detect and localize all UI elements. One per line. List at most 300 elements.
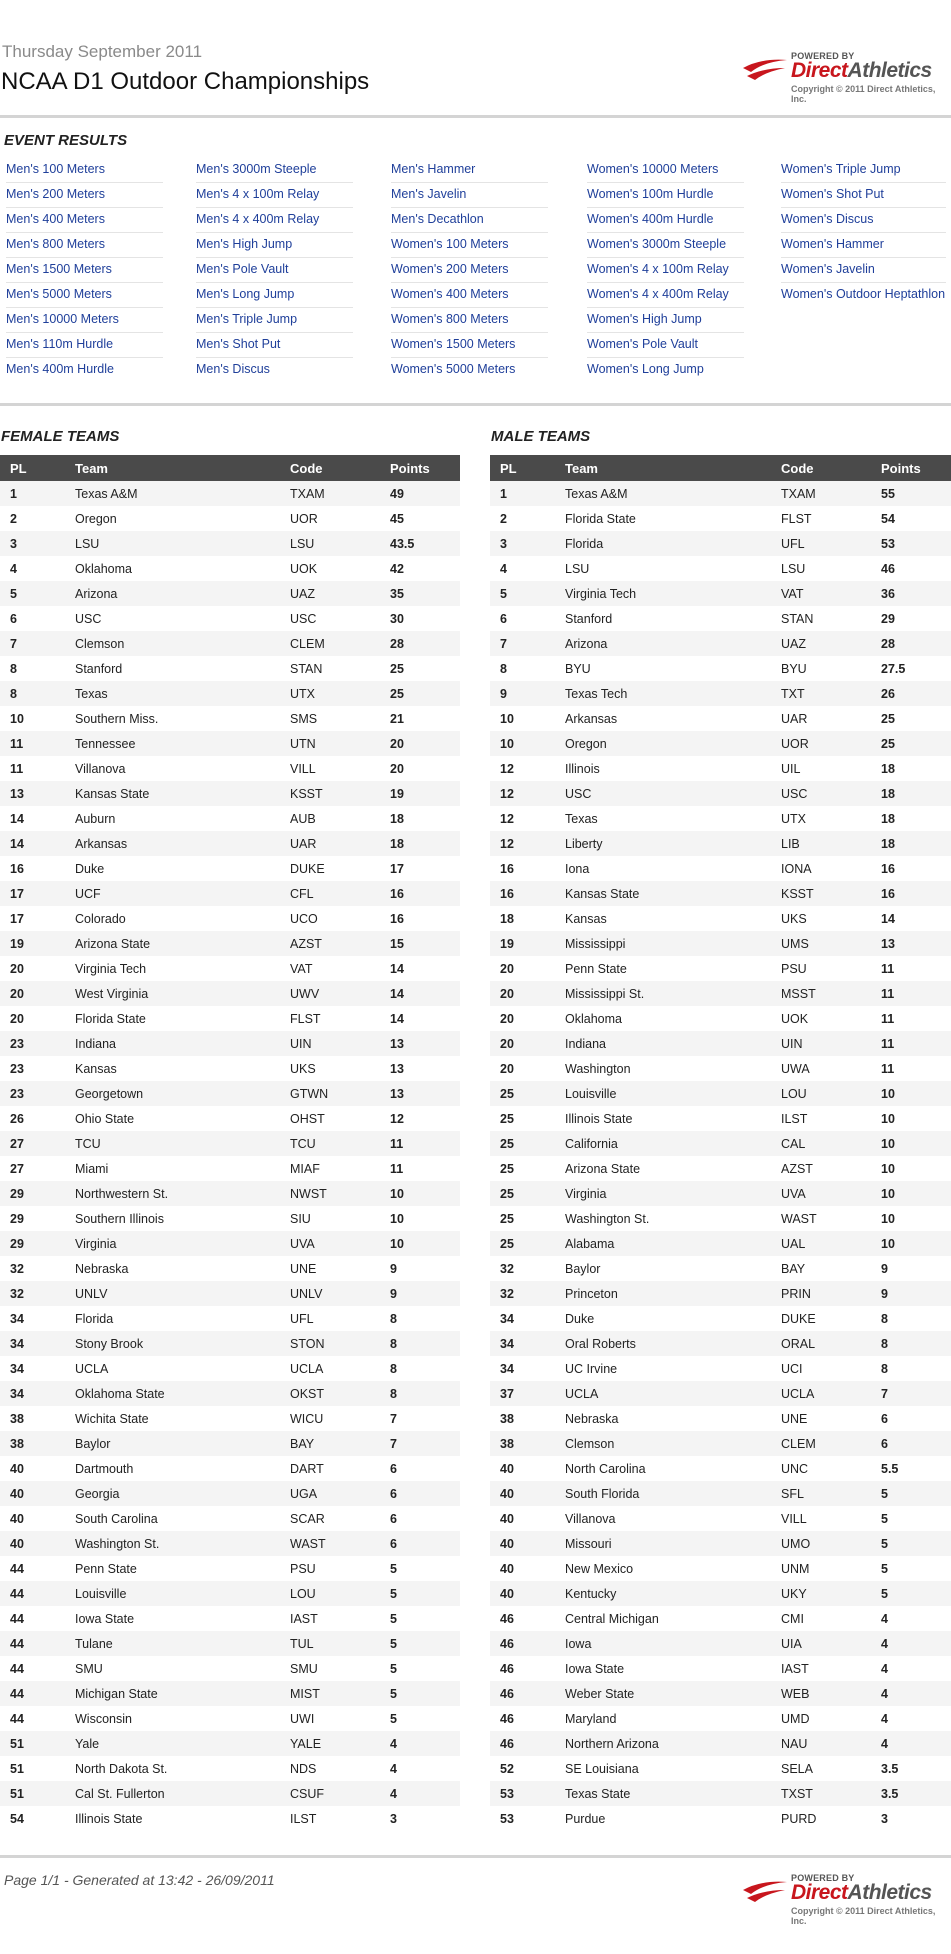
event-link[interactable]: Men's 10000 Meters: [6, 308, 163, 333]
event-link[interactable]: Men's Shot Put: [196, 333, 353, 358]
column-header-points: Points: [380, 455, 460, 481]
team-cell: Florida: [555, 531, 771, 556]
code-cell: PURD: [771, 1806, 871, 1831]
place-cell: 44: [0, 1681, 65, 1706]
event-link[interactable]: Women's 5000 Meters: [391, 362, 516, 376]
section-divider: [0, 403, 951, 406]
place-cell: 17: [0, 881, 65, 906]
table-row: [490, 731, 951, 756]
event-link[interactable]: Men's 110m Hurdle: [6, 333, 163, 358]
place-cell: 46: [490, 1731, 555, 1756]
code-cell: UTN: [280, 731, 380, 756]
place-cell: 20: [0, 956, 65, 981]
column-header-points: Points: [871, 455, 951, 481]
points-cell: 10: [871, 1231, 951, 1256]
table-row: [490, 1181, 951, 1206]
points-cell: 5: [380, 1681, 460, 1706]
points-cell: 4: [871, 1706, 951, 1731]
team-cell: Iowa State: [555, 1656, 771, 1681]
table-header-row: [0, 455, 460, 481]
code-cell: STAN: [280, 656, 380, 681]
place-cell: 34: [490, 1356, 555, 1381]
table-row: [490, 856, 951, 881]
code-cell: SCAR: [280, 1506, 380, 1531]
team-cell: Dartmouth: [65, 1456, 280, 1481]
team-cell: Stanford: [555, 606, 771, 631]
event-link[interactable]: Women's High Jump: [587, 308, 744, 333]
code-cell: VAT: [280, 956, 380, 981]
team-cell: Duke: [555, 1306, 771, 1331]
table-row: [490, 1781, 951, 1806]
place-cell: 34: [0, 1356, 65, 1381]
team-cell: Arizona: [65, 581, 280, 606]
team-cell: LSU: [555, 556, 771, 581]
team-cell: Arizona State: [555, 1156, 771, 1181]
event-results-grid: [0, 158, 951, 388]
points-cell: 13: [380, 1031, 460, 1056]
team-cell: Kansas State: [555, 881, 771, 906]
code-cell: SIU: [280, 1206, 380, 1231]
place-cell: 10: [490, 706, 555, 731]
place-cell: 29: [0, 1181, 65, 1206]
team-cell: Virginia Tech: [65, 956, 280, 981]
code-cell: UCLA: [280, 1356, 380, 1381]
code-cell: UAR: [771, 706, 871, 731]
table-row: [0, 1556, 460, 1581]
code-cell: KSST: [771, 881, 871, 906]
table-row: [0, 1106, 460, 1131]
event-link[interactable]: Women's 800 Meters: [391, 308, 548, 333]
place-cell: 11: [0, 756, 65, 781]
points-cell: 5: [380, 1631, 460, 1656]
team-cell: Baylor: [65, 1431, 280, 1456]
event-link[interactable]: Men's 5000 Meters: [6, 283, 163, 308]
code-cell: MIST: [280, 1681, 380, 1706]
place-cell: 40: [490, 1481, 555, 1506]
points-cell: 5: [871, 1481, 951, 1506]
team-cell: Washington St.: [65, 1531, 280, 1556]
event-link[interactable]: Men's Discus: [196, 362, 270, 376]
points-cell: 10: [380, 1231, 460, 1256]
points-cell: 45: [380, 506, 460, 531]
event-link[interactable]: Women's 100 Meters: [391, 233, 548, 258]
points-cell: 4: [871, 1731, 951, 1756]
table-row: [0, 1081, 460, 1106]
code-cell: BAY: [280, 1431, 380, 1456]
place-cell: 5: [0, 581, 65, 606]
place-cell: 52: [490, 1756, 555, 1781]
table-row: [0, 1806, 460, 1831]
points-cell: 8: [380, 1381, 460, 1406]
table-row: [0, 831, 460, 856]
code-cell: UOR: [771, 731, 871, 756]
place-cell: 3: [0, 531, 65, 556]
event-link[interactable]: Men's Decathlon: [391, 208, 548, 233]
team-cell: USC: [65, 606, 280, 631]
code-cell: CLEM: [771, 1431, 871, 1456]
event-link[interactable]: Men's Hammer: [391, 158, 548, 183]
code-cell: UMD: [771, 1706, 871, 1731]
code-cell: IAST: [280, 1606, 380, 1631]
event-link[interactable]: Men's 100 Meters: [6, 158, 163, 183]
code-cell: VAT: [771, 581, 871, 606]
points-cell: 53: [871, 531, 951, 556]
event-link[interactable]: Women's 400m Hurdle: [587, 208, 744, 233]
code-cell: UNLV: [280, 1281, 380, 1306]
points-cell: 16: [871, 856, 951, 881]
table-row: [490, 506, 951, 531]
table-row: [490, 1681, 951, 1706]
place-cell: 12: [490, 831, 555, 856]
event-link[interactable]: Women's Outdoor Heptathlon: [781, 287, 946, 301]
points-cell: 6: [380, 1531, 460, 1556]
code-cell: UOR: [280, 506, 380, 531]
code-cell: CMI: [771, 1606, 871, 1631]
team-cell: Illinois: [555, 756, 771, 781]
table-row: [0, 1581, 460, 1606]
team-cell: North Carolina: [555, 1456, 771, 1481]
event-column-2: [196, 158, 353, 382]
points-cell: 4: [380, 1756, 460, 1781]
place-cell: 32: [490, 1281, 555, 1306]
event-link[interactable]: Women's 200 Meters: [391, 258, 548, 283]
event-link[interactable]: Women's 4 x 100m Relay: [587, 258, 744, 283]
place-cell: 12: [490, 806, 555, 831]
table-row: [0, 1006, 460, 1031]
event-link[interactable]: Men's 200 Meters: [6, 183, 163, 208]
event-link[interactable]: Women's 10000 Meters: [587, 158, 744, 183]
table-row: [0, 1456, 460, 1481]
points-cell: 11: [871, 956, 951, 981]
code-cell: SFL: [771, 1481, 871, 1506]
place-cell: 23: [0, 1081, 65, 1106]
page-header: [0, 0, 951, 116]
code-cell: ORAL: [771, 1331, 871, 1356]
team-cell: Texas: [555, 806, 771, 831]
team-cell: Arkansas: [555, 706, 771, 731]
points-cell: 27.5: [871, 656, 951, 681]
table-row: [0, 1256, 460, 1281]
team-cell: Penn State: [555, 956, 771, 981]
place-cell: 19: [0, 931, 65, 956]
place-cell: 14: [0, 831, 65, 856]
event-link[interactable]: Women's 3000m Steeple: [587, 233, 744, 258]
place-cell: 27: [0, 1131, 65, 1156]
footer-generated-text: Page 1/1 - Generated at 13:42 - 26/09/2011: [4, 1872, 275, 1888]
points-cell: 9: [871, 1281, 951, 1306]
column-header-pl: PL: [490, 455, 555, 481]
points-cell: 25: [871, 706, 951, 731]
code-cell: WICU: [280, 1406, 380, 1431]
event-link[interactable]: Women's 400 Meters: [391, 283, 548, 308]
code-cell: SMS: [280, 706, 380, 731]
swoosh-icon: [741, 1876, 789, 1910]
event-link[interactable]: Women's Discus: [781, 208, 946, 233]
team-cell: Texas A&M: [65, 481, 280, 506]
table-row: [490, 1056, 951, 1081]
code-cell: LSU: [771, 556, 871, 581]
team-cell: California: [555, 1131, 771, 1156]
place-cell: 38: [0, 1406, 65, 1431]
team-cell: USC: [555, 781, 771, 806]
event-link[interactable]: Men's Long Jump: [196, 283, 353, 308]
team-cell: Nebraska: [65, 1256, 280, 1281]
points-cell: 30: [380, 606, 460, 631]
place-cell: 44: [0, 1656, 65, 1681]
points-cell: 35: [380, 581, 460, 606]
table-row: [0, 1506, 460, 1531]
table-row: [490, 531, 951, 556]
points-cell: 54: [871, 506, 951, 531]
points-cell: 18: [871, 756, 951, 781]
team-cell: Virginia: [555, 1181, 771, 1206]
event-link[interactable]: Men's Pole Vault: [196, 258, 353, 283]
team-cell: UNLV: [65, 1281, 280, 1306]
table-row: [490, 681, 951, 706]
place-cell: 53: [490, 1806, 555, 1831]
points-cell: 10: [871, 1181, 951, 1206]
place-cell: 44: [0, 1706, 65, 1731]
place-cell: 27: [0, 1156, 65, 1181]
table-row: [490, 1531, 951, 1556]
event-link[interactable]: Men's 3000m Steeple: [196, 158, 353, 183]
table-row: [0, 1656, 460, 1681]
points-cell: 3: [871, 1806, 951, 1831]
points-cell: 11: [380, 1131, 460, 1156]
code-cell: UKS: [280, 1056, 380, 1081]
place-cell: 20: [490, 956, 555, 981]
code-cell: STAN: [771, 606, 871, 631]
code-cell: USC: [280, 606, 380, 631]
table-row: [0, 1756, 460, 1781]
female-teams-table: [0, 455, 460, 1831]
place-cell: 40: [490, 1581, 555, 1606]
code-cell: DUKE: [771, 1306, 871, 1331]
code-cell: UNE: [280, 1256, 380, 1281]
team-cell: Florida State: [555, 506, 771, 531]
points-cell: 11: [871, 1006, 951, 1031]
table-row: [0, 931, 460, 956]
points-cell: 14: [380, 981, 460, 1006]
place-cell: 23: [0, 1031, 65, 1056]
team-cell: Oklahoma: [555, 1006, 771, 1031]
event-link[interactable]: Women's Long Jump: [587, 362, 704, 376]
logo-wordmark: DirectAthletics: [791, 1881, 932, 1904]
event-link[interactable]: Men's Javelin: [391, 183, 548, 208]
event-link[interactable]: Women's Hammer: [781, 233, 946, 258]
team-cell: BYU: [555, 656, 771, 681]
table-row: [490, 906, 951, 931]
male-teams-table: [490, 455, 951, 1831]
table-row: [490, 1031, 951, 1056]
points-cell: 4: [380, 1731, 460, 1756]
code-cell: DUKE: [280, 856, 380, 881]
team-cell: Yale: [65, 1731, 280, 1756]
points-cell: 19: [380, 781, 460, 806]
team-cell: Tennessee: [65, 731, 280, 756]
table-row: [490, 781, 951, 806]
column-header-team: Team: [65, 455, 280, 481]
place-cell: 38: [490, 1431, 555, 1456]
event-link[interactable]: Men's 400m Hurdle: [6, 362, 114, 376]
code-cell: YALE: [280, 1731, 380, 1756]
team-cell: Georgia: [65, 1481, 280, 1506]
event-link[interactable]: Men's 4 x 100m Relay: [196, 183, 353, 208]
event-link[interactable]: Women's Javelin: [781, 258, 946, 283]
event-column-3: [391, 158, 548, 382]
table-row: [490, 631, 951, 656]
table-row: [0, 756, 460, 781]
table-row: [490, 1231, 951, 1256]
event-link[interactable]: Women's Pole Vault: [587, 333, 744, 358]
place-cell: 40: [0, 1506, 65, 1531]
event-link[interactable]: Men's 800 Meters: [6, 233, 163, 258]
code-cell: UAR: [280, 831, 380, 856]
code-cell: NWST: [280, 1181, 380, 1206]
event-link[interactable]: Women's Shot Put: [781, 183, 946, 208]
team-cell: Texas: [65, 681, 280, 706]
logo-wordmark: DirectAthletics: [791, 59, 932, 82]
team-cell: Clemson: [65, 631, 280, 656]
code-cell: UAZ: [280, 581, 380, 606]
team-cell: Michigan State: [65, 1681, 280, 1706]
table-row: [0, 1356, 460, 1381]
team-cell: South Florida: [555, 1481, 771, 1506]
points-cell: 13: [380, 1081, 460, 1106]
code-cell: CFL: [280, 881, 380, 906]
code-cell: FLST: [771, 506, 871, 531]
team-cell: Iowa: [555, 1631, 771, 1656]
points-cell: 3.5: [871, 1781, 951, 1806]
table-row: [0, 806, 460, 831]
team-cell: Texas Tech: [555, 681, 771, 706]
event-link[interactable]: Women's 1500 Meters: [391, 333, 548, 358]
code-cell: UTX: [280, 681, 380, 706]
table-row: [490, 1431, 951, 1456]
table-row: [0, 1606, 460, 1631]
team-cell: Colorado: [65, 906, 280, 931]
event-link[interactable]: Men's 1500 Meters: [6, 258, 163, 283]
code-cell: UGA: [280, 1481, 380, 1506]
place-cell: 34: [0, 1306, 65, 1331]
table-row: [490, 1306, 951, 1331]
points-cell: 25: [871, 731, 951, 756]
event-link[interactable]: Women's 4 x 400m Relay: [587, 283, 744, 308]
table-row: [490, 1081, 951, 1106]
event-link[interactable]: Women's Triple Jump: [781, 158, 946, 183]
code-cell: CAL: [771, 1131, 871, 1156]
code-cell: MIAF: [280, 1156, 380, 1181]
points-cell: 18: [871, 806, 951, 831]
code-cell: UOK: [771, 1006, 871, 1031]
event-link[interactable]: Men's Triple Jump: [196, 308, 353, 333]
points-cell: 16: [380, 881, 460, 906]
place-cell: 53: [490, 1781, 555, 1806]
event-link[interactable]: Men's High Jump: [196, 233, 353, 258]
place-cell: 4: [490, 556, 555, 581]
points-cell: 29: [871, 606, 951, 631]
event-link[interactable]: Men's 4 x 400m Relay: [196, 208, 353, 233]
points-cell: 16: [871, 881, 951, 906]
table-row: [0, 731, 460, 756]
code-cell: DART: [280, 1456, 380, 1481]
code-cell: UOK: [280, 556, 380, 581]
team-cell: SE Louisiana: [555, 1756, 771, 1781]
team-cell: Mississippi St.: [555, 981, 771, 1006]
team-cell: Washington St.: [555, 1206, 771, 1231]
code-cell: UWV: [280, 981, 380, 1006]
place-cell: 19: [490, 931, 555, 956]
points-cell: 10: [871, 1131, 951, 1156]
team-cell: Kansas State: [65, 781, 280, 806]
powered-by-label: POWERED BY: [791, 1873, 855, 1883]
code-cell: WAST: [771, 1206, 871, 1231]
table-row: [0, 1681, 460, 1706]
place-cell: 18: [490, 906, 555, 931]
team-cell: Iona: [555, 856, 771, 881]
team-cell: North Dakota St.: [65, 1756, 280, 1781]
team-cell: Northern Arizona: [555, 1731, 771, 1756]
team-cell: Ohio State: [65, 1106, 280, 1131]
team-cell: Florida State: [65, 1006, 280, 1031]
team-cell: Penn State: [65, 1556, 280, 1581]
team-cell: Louisville: [65, 1581, 280, 1606]
team-cell: Arizona: [555, 631, 771, 656]
points-cell: 15: [380, 931, 460, 956]
points-cell: 43.5: [380, 531, 460, 556]
table-row: [0, 556, 460, 581]
team-cell: Auburn: [65, 806, 280, 831]
place-cell: 25: [490, 1081, 555, 1106]
team-cell: Maryland: [555, 1706, 771, 1731]
code-cell: AZST: [280, 931, 380, 956]
points-cell: 5: [380, 1706, 460, 1731]
code-cell: CSUF: [280, 1781, 380, 1806]
event-link[interactable]: Men's 400 Meters: [6, 208, 163, 233]
code-cell: TCU: [280, 1131, 380, 1156]
points-cell: 10: [871, 1081, 951, 1106]
place-cell: 12: [490, 781, 555, 806]
team-cell: Liberty: [555, 831, 771, 856]
place-cell: 5: [490, 581, 555, 606]
table-row: [0, 681, 460, 706]
team-cell: Clemson: [555, 1431, 771, 1456]
place-cell: 26: [0, 1106, 65, 1131]
points-cell: 6: [380, 1481, 460, 1506]
table-row: [490, 1106, 951, 1131]
place-cell: 34: [490, 1331, 555, 1356]
place-cell: 14: [0, 806, 65, 831]
points-cell: 10: [871, 1106, 951, 1131]
points-cell: 26: [871, 681, 951, 706]
table-row: [490, 1006, 951, 1031]
event-link[interactable]: Women's 100m Hurdle: [587, 183, 744, 208]
points-cell: 12: [380, 1106, 460, 1131]
team-cell: Virginia Tech: [555, 581, 771, 606]
place-cell: 54: [0, 1806, 65, 1831]
points-cell: 28: [380, 631, 460, 656]
code-cell: LIB: [771, 831, 871, 856]
points-cell: 6: [871, 1406, 951, 1431]
team-cell: Texas State: [555, 1781, 771, 1806]
points-cell: 5: [380, 1606, 460, 1631]
points-cell: 36: [871, 581, 951, 606]
code-cell: UFL: [771, 531, 871, 556]
table-row: [0, 706, 460, 731]
place-cell: 2: [0, 506, 65, 531]
place-cell: 4: [0, 556, 65, 581]
points-cell: 5: [871, 1556, 951, 1581]
